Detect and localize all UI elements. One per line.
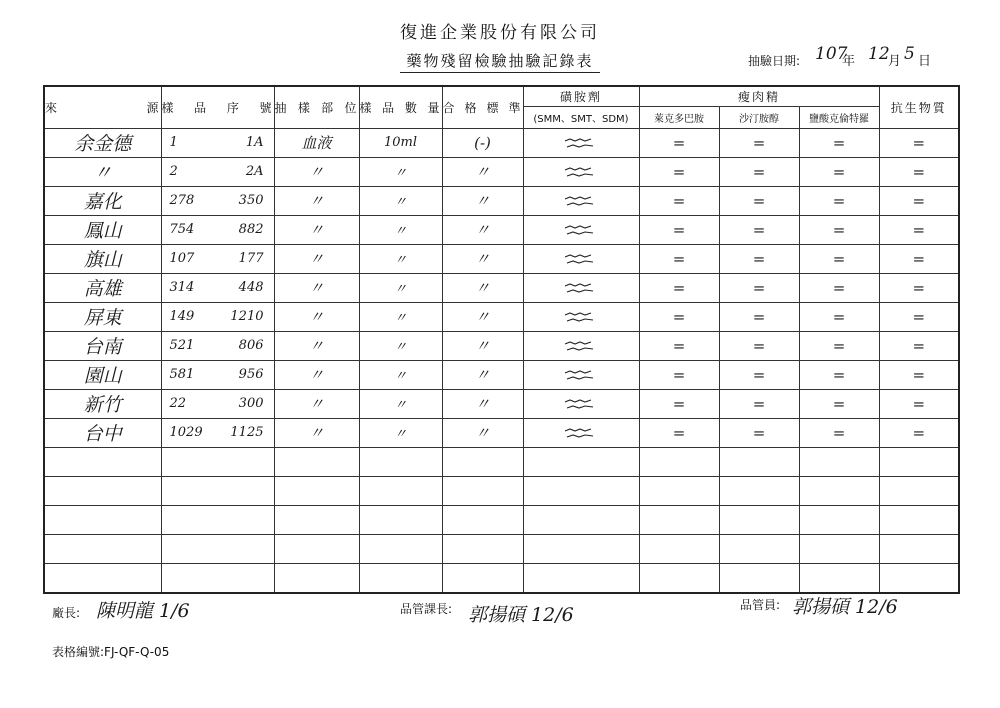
serial-end: 2A	[245, 164, 264, 179]
cell-clenbuterol: =	[799, 128, 879, 157]
cell-sample-serial	[161, 273, 274, 302]
cell-source: 旗山	[44, 244, 161, 273]
table-row	[44, 186, 959, 215]
date-month: 12	[868, 44, 890, 64]
cell-empty	[359, 447, 442, 476]
cell-pass-standard: 〃	[442, 331, 523, 360]
cell-sampling-part: 〃	[274, 331, 359, 360]
cell-pass-standard: 〃	[442, 186, 523, 215]
cell-pass-standard: 〃	[442, 418, 523, 447]
cell-pass-standard: 〃	[442, 360, 523, 389]
factory-director-label: 廠長:	[52, 606, 81, 620]
cell-empty	[161, 447, 274, 476]
cell-clenbuterol: =	[799, 215, 879, 244]
cell-sample-serial	[161, 331, 274, 360]
cell-empty	[523, 476, 639, 505]
cell-sulfonamides	[523, 186, 639, 215]
table-row-blank	[44, 505, 959, 534]
table-row	[44, 128, 959, 157]
cell-antibiotics: =	[879, 302, 959, 331]
cell-pass-standard: 〃	[442, 157, 523, 186]
table-row	[44, 418, 959, 447]
header-source: 來源	[44, 86, 161, 128]
cell-sample-quantity: 〃	[359, 186, 442, 215]
header-sampling-part: 抽樣部位	[274, 86, 359, 128]
cell-empty	[879, 505, 959, 534]
cell-source: 高雄	[44, 273, 161, 302]
serial-end: 350	[238, 193, 264, 208]
cell-sample-quantity: 〃	[359, 157, 442, 186]
header-lean-agent: 瘦肉精	[639, 86, 879, 106]
cell-empty	[719, 447, 799, 476]
dash-mark-icon	[563, 193, 599, 209]
cell-source: 台南	[44, 331, 161, 360]
serial-start: 149	[169, 309, 195, 324]
cell-sample-serial	[161, 157, 274, 186]
dash-mark-icon	[563, 396, 599, 412]
cell-sampling-part: 血液	[274, 128, 359, 157]
table-row	[44, 273, 959, 302]
dash-mark-icon	[563, 164, 599, 180]
cell-salbutamol: =	[719, 273, 799, 302]
cell-sampling-part: 〃	[274, 157, 359, 186]
cell-sulfonamides	[523, 157, 639, 186]
cell-empty	[879, 534, 959, 563]
cell-sulfonamides	[523, 360, 639, 389]
cell-salbutamol: =	[719, 331, 799, 360]
serial-start: 581	[169, 367, 195, 382]
cell-empty	[523, 534, 639, 563]
cell-pass-standard: 〃	[442, 244, 523, 273]
qc-section-chief-label: 品管課長:	[400, 602, 453, 616]
cell-ractopamine: =	[639, 157, 719, 186]
cell-empty	[879, 447, 959, 476]
serial-end: 300	[238, 396, 264, 411]
cell-pass-standard: 〃	[442, 273, 523, 302]
cell-clenbuterol: =	[799, 418, 879, 447]
cell-source: 台中	[44, 418, 161, 447]
date-day: 5	[904, 44, 915, 64]
header-salbutamol: 沙汀胺醇	[719, 106, 799, 128]
date-month-unit: 月	[888, 54, 902, 69]
serial-start: 521	[169, 338, 195, 353]
cell-salbutamol: =	[719, 418, 799, 447]
cell-ractopamine: =	[639, 273, 719, 302]
cell-antibiotics: =	[879, 157, 959, 186]
cell-empty	[161, 534, 274, 563]
serial-end: 882	[238, 222, 264, 237]
cell-clenbuterol: =	[799, 360, 879, 389]
cell-sulfonamides	[523, 273, 639, 302]
cell-empty	[719, 505, 799, 534]
cell-antibiotics: =	[879, 244, 959, 273]
serial-start: 2	[169, 164, 178, 179]
cell-empty	[879, 476, 959, 505]
date-year: 107	[815, 44, 848, 64]
cell-sulfonamides	[523, 389, 639, 418]
cell-empty	[799, 476, 879, 505]
cell-salbutamol: =	[719, 302, 799, 331]
cell-sampling-part: 〃	[274, 244, 359, 273]
cell-ractopamine: =	[639, 418, 719, 447]
cell-empty	[44, 534, 161, 563]
cell-empty	[639, 505, 719, 534]
dash-mark-icon	[563, 338, 599, 354]
cell-pass-standard: 〃	[442, 302, 523, 331]
header-sulfonamides: 磺胺劑	[523, 86, 639, 106]
header-clenbuterol: 鹽酸克倫特羅	[799, 106, 879, 128]
qc-officer-signature: 郭揚碩 12/6	[792, 596, 898, 618]
cell-empty	[359, 534, 442, 563]
header-sample-serial: 樣品序號	[161, 86, 274, 128]
serial-start: 1029	[169, 425, 203, 440]
cell-empty	[799, 447, 879, 476]
cell-sampling-part: 〃	[274, 273, 359, 302]
serial-end: 956	[238, 367, 264, 382]
cell-antibiotics: =	[879, 389, 959, 418]
header-antibiotics: 抗生物質	[879, 86, 959, 128]
cell-empty	[274, 505, 359, 534]
inspection-record-table	[43, 85, 960, 594]
cell-empty	[359, 563, 442, 593]
cell-empty	[359, 476, 442, 505]
cell-salbutamol: =	[719, 360, 799, 389]
dash-mark-icon	[563, 309, 599, 325]
serial-start: 754	[169, 222, 195, 237]
form-code-label: 表格編號:	[52, 645, 105, 659]
factory-director-signature: 陳明龍 1/6	[96, 600, 190, 622]
cell-sample-quantity: 〃	[359, 244, 442, 273]
table-row-blank	[44, 476, 959, 505]
dash-mark-icon	[563, 135, 599, 151]
serial-end: 1210	[230, 309, 264, 324]
header-sample-quantity: 樣品數量	[359, 86, 442, 128]
cell-sample-quantity: 〃	[359, 389, 442, 418]
cell-salbutamol: =	[719, 215, 799, 244]
cell-ractopamine: =	[639, 244, 719, 273]
cell-sample-serial	[161, 418, 274, 447]
date-year-unit: 年	[842, 54, 856, 69]
serial-start: 107	[169, 251, 195, 266]
cell-empty	[161, 505, 274, 534]
cell-ractopamine: =	[639, 302, 719, 331]
cell-empty	[639, 563, 719, 593]
dash-mark-icon	[563, 280, 599, 296]
cell-ractopamine: =	[639, 331, 719, 360]
cell-empty	[523, 505, 639, 534]
cell-salbutamol: =	[719, 128, 799, 157]
cell-sample-quantity: 〃	[359, 302, 442, 331]
cell-sample-serial	[161, 389, 274, 418]
cell-antibiotics: =	[879, 331, 959, 360]
cell-empty	[799, 505, 879, 534]
cell-ractopamine: =	[639, 389, 719, 418]
cell-salbutamol: =	[719, 389, 799, 418]
cell-sulfonamides	[523, 331, 639, 360]
cell-empty	[274, 534, 359, 563]
cell-antibiotics: =	[879, 418, 959, 447]
serial-start: 278	[169, 193, 195, 208]
cell-empty	[879, 563, 959, 593]
header-sulfonamides-sub: (SMM、SMT、SDM)	[523, 106, 639, 128]
cell-sample-serial	[161, 128, 274, 157]
cell-sampling-part: 〃	[274, 302, 359, 331]
cell-empty	[442, 534, 523, 563]
cell-empty	[719, 476, 799, 505]
cell-sample-quantity: 〃	[359, 273, 442, 302]
dash-mark-icon	[563, 367, 599, 383]
table-row	[44, 244, 959, 273]
cell-clenbuterol: =	[799, 157, 879, 186]
cell-sulfonamides	[523, 244, 639, 273]
cell-empty	[719, 534, 799, 563]
cell-pass-standard: (-)	[442, 128, 523, 157]
cell-ractopamine: =	[639, 215, 719, 244]
cell-clenbuterol: =	[799, 244, 879, 273]
cell-empty	[274, 447, 359, 476]
cell-sulfonamides	[523, 128, 639, 157]
header-pass-standard: 合格標準	[442, 86, 523, 128]
cell-sample-quantity: 10ml	[359, 128, 442, 157]
cell-empty	[799, 534, 879, 563]
cell-empty	[44, 476, 161, 505]
table-row-blank	[44, 563, 959, 593]
table-row	[44, 302, 959, 331]
cell-sample-quantity: 〃	[359, 215, 442, 244]
cell-clenbuterol: =	[799, 389, 879, 418]
cell-antibiotics: =	[879, 186, 959, 215]
header-ractopamine: 萊克多巴胺	[639, 106, 719, 128]
cell-empty	[442, 447, 523, 476]
sampling-date-label: 抽驗日期:	[748, 54, 801, 68]
cell-source: 嘉化	[44, 186, 161, 215]
serial-start: 22	[169, 396, 187, 411]
cell-empty	[161, 563, 274, 593]
cell-antibiotics: =	[879, 128, 959, 157]
serial-start: 314	[169, 280, 195, 295]
cell-empty	[719, 563, 799, 593]
date-day-unit: 日	[918, 54, 932, 69]
cell-sulfonamides	[523, 302, 639, 331]
qc-section-chief-signature: 郭揚碩 12/6	[468, 604, 574, 626]
table-row	[44, 360, 959, 389]
cell-salbutamol: =	[719, 186, 799, 215]
cell-ractopamine: =	[639, 360, 719, 389]
cell-sample-serial	[161, 244, 274, 273]
cell-empty	[44, 563, 161, 593]
qc-officer-label: 品管員:	[740, 598, 781, 612]
cell-sampling-part: 〃	[274, 418, 359, 447]
cell-empty	[523, 563, 639, 593]
table-body	[44, 128, 959, 593]
table-row	[44, 157, 959, 186]
cell-clenbuterol: =	[799, 302, 879, 331]
cell-empty	[274, 563, 359, 593]
cell-empty	[639, 447, 719, 476]
cell-empty	[44, 447, 161, 476]
cell-empty	[442, 563, 523, 593]
cell-source: 鳳山	[44, 215, 161, 244]
cell-antibiotics: =	[879, 215, 959, 244]
cell-source: 園山	[44, 360, 161, 389]
cell-sampling-part: 〃	[274, 215, 359, 244]
serial-end: 806	[238, 338, 264, 353]
cell-clenbuterol: =	[799, 331, 879, 360]
table-row-blank	[44, 534, 959, 563]
cell-clenbuterol: =	[799, 273, 879, 302]
serial-end: 1125	[230, 425, 264, 440]
cell-antibiotics: =	[879, 273, 959, 302]
cell-empty	[274, 476, 359, 505]
cell-sample-quantity: 〃	[359, 360, 442, 389]
cell-sampling-part: 〃	[274, 186, 359, 215]
cell-sulfonamides	[523, 215, 639, 244]
cell-source: 屏東	[44, 302, 161, 331]
cell-ractopamine: =	[639, 128, 719, 157]
serial-end: 448	[238, 280, 264, 295]
cell-empty	[442, 476, 523, 505]
cell-source: 〃	[44, 157, 161, 186]
cell-sample-serial	[161, 215, 274, 244]
serial-end: 177	[238, 251, 264, 266]
form-title-text: 藥物殘留檢驗抽驗記錄表	[400, 52, 599, 73]
cell-source: 新竹	[44, 389, 161, 418]
cell-salbutamol: =	[719, 157, 799, 186]
dash-mark-icon	[563, 251, 599, 267]
cell-sampling-part: 〃	[274, 360, 359, 389]
cell-source: 余金德	[44, 128, 161, 157]
cell-pass-standard: 〃	[442, 389, 523, 418]
table-row	[44, 389, 959, 418]
serial-start: 1	[169, 135, 178, 150]
cell-sample-serial	[161, 186, 274, 215]
cell-pass-standard: 〃	[442, 215, 523, 244]
cell-empty	[442, 505, 523, 534]
cell-sample-serial	[161, 302, 274, 331]
table-row-blank	[44, 447, 959, 476]
cell-ractopamine: =	[639, 186, 719, 215]
cell-empty	[523, 447, 639, 476]
cell-sample-quantity: 〃	[359, 331, 442, 360]
table-row	[44, 331, 959, 360]
company-name: 復進企業股份有限公司	[400, 23, 600, 43]
cell-antibiotics: =	[879, 360, 959, 389]
cell-sulfonamides	[523, 418, 639, 447]
cell-clenbuterol: =	[799, 186, 879, 215]
form-code-value: FJ-QF-Q-05	[104, 645, 170, 659]
cell-sample-serial	[161, 360, 274, 389]
cell-empty	[639, 534, 719, 563]
dash-mark-icon	[563, 222, 599, 238]
cell-empty	[359, 505, 442, 534]
cell-sampling-part: 〃	[274, 389, 359, 418]
serial-end: 1A	[245, 135, 264, 150]
cell-salbutamol: =	[719, 244, 799, 273]
cell-empty	[799, 563, 879, 593]
cell-sample-quantity: 〃	[359, 418, 442, 447]
cell-empty	[44, 505, 161, 534]
table-row	[44, 215, 959, 244]
form-code	[52, 643, 169, 660]
cell-empty	[161, 476, 274, 505]
cell-empty	[639, 476, 719, 505]
dash-mark-icon	[563, 425, 599, 441]
